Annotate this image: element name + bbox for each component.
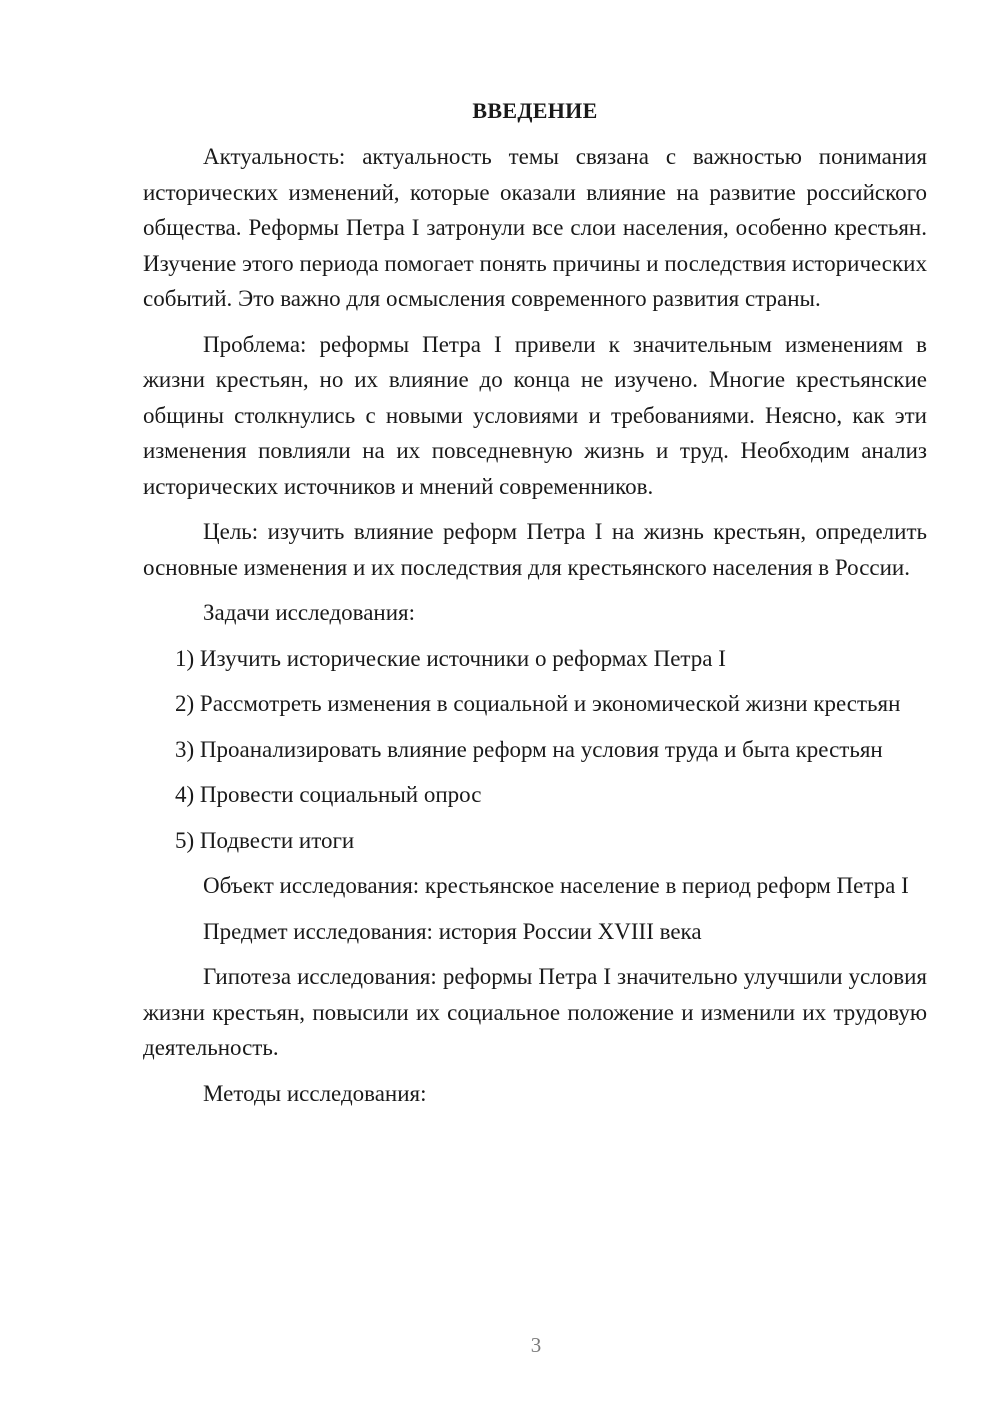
paragraph-subject: Предмет исследования: история России XVIII века [203, 918, 702, 944]
page-content [143, 93, 927, 1111]
task-item-4: 4) Провести социальный опрос [175, 782, 482, 807]
section-title: ВВЕДЕНИЕ [472, 98, 598, 123]
task-item-3: 3) Проанализировать влияние реформ на условия труда и быта крестьян [175, 736, 883, 762]
paragraph-goal: Цель: изучить влияние реформ Петра I на жизнь крестьян, определить основные изменения и их последствия для крестьянского населения в России. [143, 519, 927, 580]
paragraph-hypothesis: Гипотеза исследования: реформы Петра I значительно улучшили условия жизни крестьян, повысили их социальное положение и изменили их трудовую деятельность. [143, 964, 927, 1060]
task-item-5: 5) Подвести итоги [175, 827, 355, 853]
tasks-heading: Задачи исследования: [203, 600, 416, 625]
task-item-1: 1) Изучить исторические источники о реформах Петра I [175, 645, 726, 671]
paragraph-object: Объект исследования: крестьянское население в период реформ Петра I [203, 873, 909, 898]
paragraph-problem: Проблема: реформы Петра I привели к значительным изменениям в жизни крестьян, но их влияние до конца не изучено. Многие крестьянские общины столкнулись с новыми условиями и требованиями. Неясно, как эти изменения повлияли на их повседневную жизнь и труд. Необходим анализ исторических источников и мнений современников. [143, 331, 927, 499]
methods-heading: Методы исследования: [203, 1080, 427, 1106]
page-number: 3 [530, 1333, 542, 1357]
paragraph-relevance: Актуальность: актуальность темы связана с важностью понимания исторических изменений, которые оказали влияние на развитие российского общества. Реформы Петра I затронули все слои населения, особенно крестьян. Изучение этого периода помогает понять причины и последствия исторических событий. Это важно для осмысления современного развития страны. [143, 144, 927, 311]
task-item-2: 2) Рассмотреть изменения в социальной и экономической жизни крестьян [175, 691, 901, 716]
